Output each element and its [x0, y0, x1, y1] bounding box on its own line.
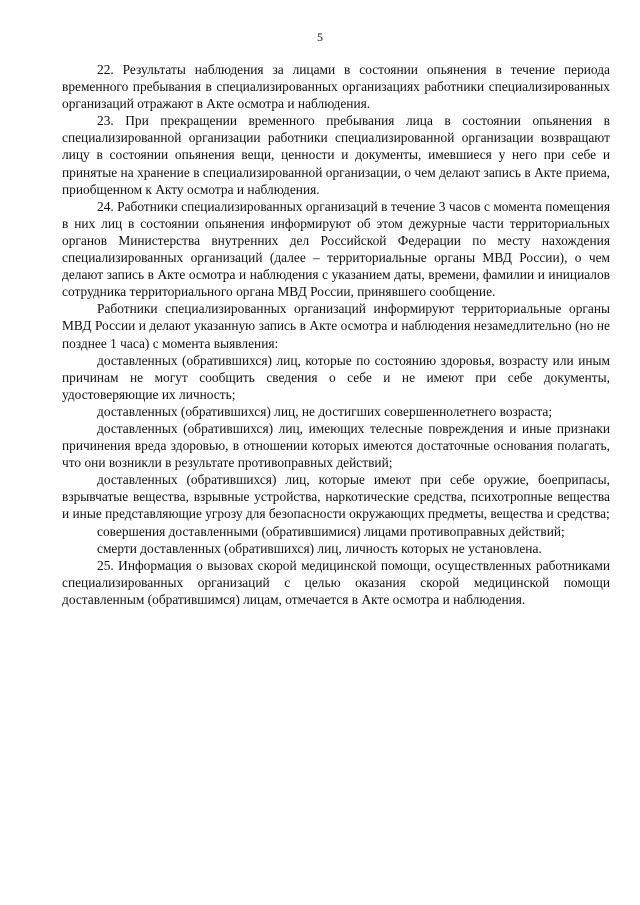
list-item-minors: доставленных (обратившихся) лиц, не достигших совершеннолетнего возраста; — [97, 403, 553, 419]
list-item-unlawful-acts: совершения доставленными (обратившимися) лицами противоправных действий; — [97, 523, 565, 539]
list-item-death: смерти доставленных (обратившихся) лиц, личность которых не установлена. — [97, 540, 542, 556]
paragraph-23: 23. При прекращении временного пребывания лица в состоянии опьянения в специализированной организации работники специализированной организации возвращают лицу в состоянии опьянения вещи, ценности и документы, имевшиеся у него при себе и принятые на хранение в специализированной организации, о чем делают запись в Акте приема, приобщенном к Акту осмотра и наблюдения. — [62, 113, 610, 197]
page-number: 5 — [317, 30, 323, 44]
paragraph-24: 24. Работники специализированных организаций в течение 3 часов с момента помещения в них лиц в состоянии опьянения информируют об этом дежурные части территориальных органов Министерства внутренних дел Российской Федерации по месту нахождения специализированных организаций (далее – территориальные органы МВД России), о чем делают запись в Акте осмотра и наблюдения с указанием даты, времени, фамилии и инициалов сотрудника территориального органа МВД России, принявшего сообщение. — [62, 198, 610, 300]
paragraph-22: 22. Результаты наблюдения за лицами в состоянии опьянения в течение периода временного пребывания в специализированных организациях работники специализированных организаций отражают в Акте осмотра и наблюдения. — [62, 62, 610, 112]
list-item-weapons: доставленных (обратившихся) лиц, которые имеют при себе оружие, боеприпасы, взрывчатые вещества, взрывные устройства, наркотические средства, психотропные вещества и иные представляющие угрозу для безопасности окружающих предметы, вещества и средства; — [62, 472, 610, 522]
document-body — [62, 61, 610, 608]
list-item-injuries: доставленных (обратившихся) лиц, имеющих телесные повреждения и иные признаки причинения вреда здоровью, в отношении которых имеются достаточные основания полагать, что они возникли в результате противоправных действий; — [62, 420, 610, 471]
list-item-no-documents: доставленных (обратившихся) лиц, которые по состоянию здоровья, возрасту или иным причинам не могут сообщить сведения о себе и не имеют при себе документы, удостоверяющие их личность; — [62, 352, 610, 402]
paragraph-25: 25. Информация о вызовах скорой медицинской помощи, осуществленных работниками специализированных организаций с целью оказания скорой медицинской помощи доставленным (обратившимся) лицам, отмечается в Акте осмотра и наблюдения. — [62, 557, 610, 607]
paragraph-24-informing: Работники специализированных организаций информируют территориальные органы МВД России и делают указанную запись в Акте осмотра и наблюдения незамедлительно (но не позднее 1 часа) с момента выявления: — [62, 301, 610, 351]
